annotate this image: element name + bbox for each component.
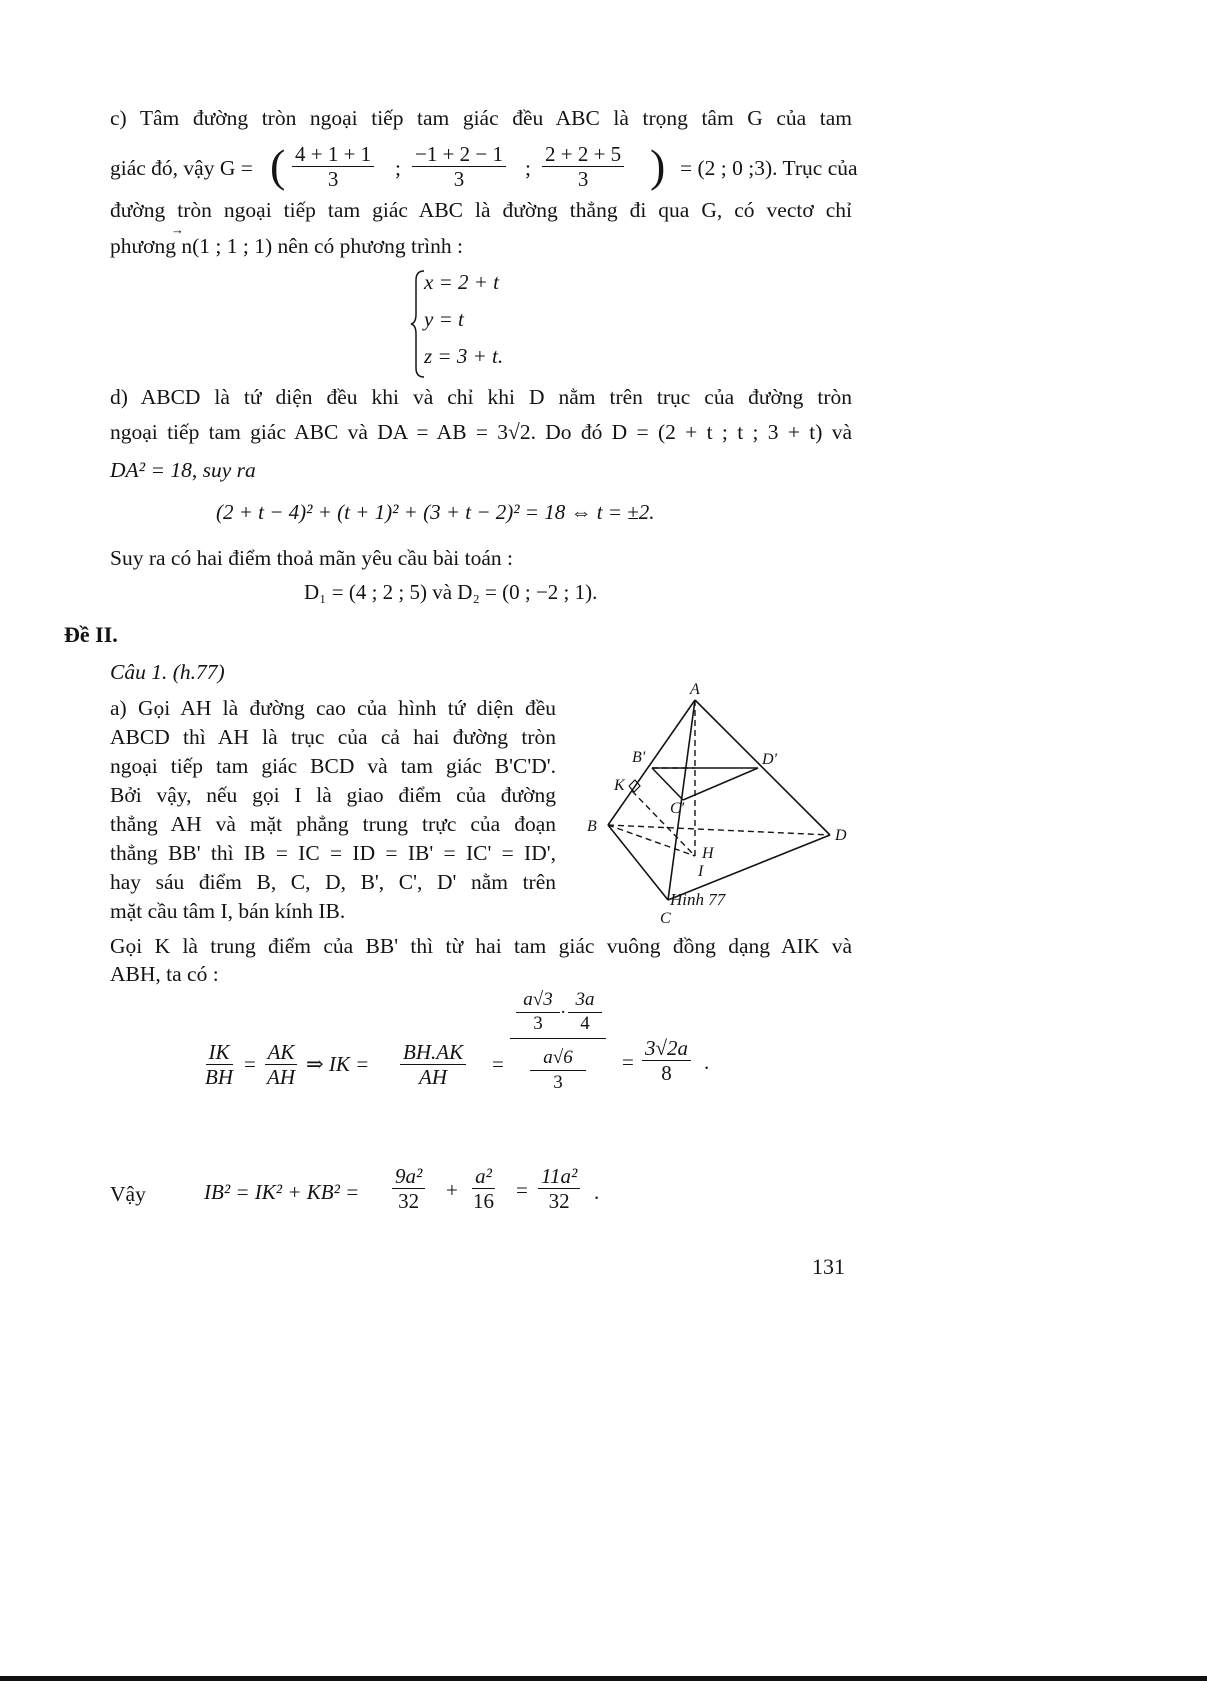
ib-squared-equation: IB² = IK² + KB² = bbox=[204, 1180, 360, 1204]
implies-ik: ⇒ IK = bbox=[306, 1052, 370, 1076]
equals-sign: = bbox=[516, 1178, 528, 1202]
edge-b1c1 bbox=[652, 768, 683, 800]
fraction-denominator: 32 bbox=[398, 1189, 420, 1213]
hidden-edge-bd bbox=[608, 825, 830, 835]
fraction-denominator: 8 bbox=[661, 1061, 672, 1085]
part-c-line-2 bbox=[110, 138, 858, 198]
inner-denominator-a: 3 bbox=[533, 1013, 543, 1034]
label-c: C bbox=[660, 910, 671, 927]
part-d-conclusion: Suy ra có hai điểm thoả mãn yêu cầu bài toán : bbox=[110, 546, 513, 570]
separator: ; bbox=[395, 156, 401, 180]
part-a-line: hay sáu điểm B, C, D, B', C', D' nằm trên bbox=[110, 870, 556, 894]
fraction-denominator: 3 bbox=[577, 167, 589, 191]
param-eq-x: x = 2 + t bbox=[424, 270, 499, 294]
param-eq-z: z = 3 + t. bbox=[424, 344, 504, 368]
fraction-denominator: 3 bbox=[327, 167, 339, 191]
page-number: 131 bbox=[812, 1254, 845, 1279]
k-line-2: ABH, ta có : bbox=[110, 962, 219, 986]
fraction-numerator: 2 + 2 + 5 bbox=[542, 142, 624, 167]
therefore-label: Vậy bbox=[110, 1182, 146, 1206]
part-d-line-1: d) ABCD là tứ diện đều khi và chỉ khi D nằm trên trục của đường tròn bbox=[110, 385, 852, 409]
inner-denominator-bottom: 3 bbox=[553, 1072, 563, 1093]
label-d: D bbox=[835, 827, 847, 844]
fraction-numerator: BH.AK bbox=[400, 1040, 466, 1065]
period: . bbox=[704, 1050, 710, 1074]
fraction-numerator: 3√2a bbox=[642, 1036, 691, 1061]
fraction-denominator: 16 bbox=[473, 1189, 494, 1213]
part-a-line: Bởi vậy, nếu gọi I là giao điểm của đường bbox=[110, 783, 556, 807]
label-k: K bbox=[614, 777, 625, 794]
question-label: Câu 1. (h.77) bbox=[110, 660, 225, 684]
label-b: B bbox=[587, 818, 597, 835]
left-paren: ( bbox=[270, 140, 286, 191]
centroid-fraction-x bbox=[292, 142, 374, 191]
fraction-denominator: AH bbox=[267, 1065, 295, 1089]
main-fraction-bar bbox=[510, 1038, 606, 1039]
plus-sign: + bbox=[446, 1178, 458, 1202]
fraction-numerator: 4 + 1 + 1 bbox=[292, 142, 374, 167]
fraction-denominator: AH bbox=[419, 1065, 448, 1089]
label-c-prime: C' bbox=[670, 800, 685, 817]
label-b-prime: B' bbox=[632, 749, 646, 766]
section-heading: Đề II. bbox=[64, 622, 118, 647]
separator: ; bbox=[525, 156, 531, 180]
param-eq-y: y = t bbox=[424, 307, 464, 331]
equals-sign: = bbox=[244, 1052, 256, 1076]
right-paren: ) bbox=[650, 140, 666, 191]
inner-denominator-b: 4 bbox=[580, 1013, 590, 1034]
part-a-line: ngoại tiếp tam giác BCD và tam giác B'C'D'. bbox=[110, 754, 556, 778]
centroid-result: = (2 ; 0 ;3). Trục của bbox=[680, 156, 858, 180]
compound-fraction bbox=[510, 988, 610, 1108]
vector-arrow-icon: → bbox=[171, 222, 184, 237]
fraction-11a2-32 bbox=[538, 1164, 580, 1213]
part-a-line: a) Gọi AH là đường cao của hình tứ diện đều bbox=[110, 696, 556, 720]
part-a-line: mặt cầu tâm I, bán kính IB. bbox=[110, 899, 346, 923]
part-c-line-1: c) Tâm đường tròn ngoại tiếp tam giác đều ABC là trọng tâm G của tam bbox=[110, 106, 852, 130]
label-d-prime: D' bbox=[762, 751, 777, 768]
multiply-dot: · bbox=[560, 1002, 567, 1023]
inner-denominator-top: a√6 bbox=[530, 1046, 586, 1071]
fraction-denominator: 32 bbox=[548, 1189, 570, 1213]
label-h: H bbox=[702, 845, 714, 862]
fraction-numerator: −1 + 2 − 1 bbox=[412, 142, 506, 167]
fraction-numerator: IK bbox=[206, 1040, 233, 1065]
centroid-fraction-z bbox=[542, 142, 624, 191]
distance-equation: (2 + t − 4)² + (t + 1)² + (3 + t − 2)² = 18 ⇔ t = ±2. bbox=[216, 500, 655, 524]
centroid-label: giác đó, vậy G = bbox=[110, 156, 253, 180]
fraction-denominator: 3 bbox=[453, 167, 465, 191]
part-d-line-2: ngoại tiếp tam giác ABC và DA = AB = 3√2. Do đó D = (2 + t ; t ; 3 + t) và bbox=[110, 420, 852, 444]
fraction-numerator: a² bbox=[472, 1164, 495, 1189]
part-a-line: thẳng BB' thì IB = IC = ID = IB' = IC' = ID', bbox=[110, 841, 556, 865]
edge-c1d1 bbox=[683, 768, 758, 800]
part-a-line: thẳng AH và mặt phẳng trung trực của đoạn bbox=[110, 812, 556, 836]
period: . bbox=[594, 1180, 600, 1204]
label-a: A bbox=[690, 681, 700, 698]
equals-sign: = bbox=[492, 1052, 504, 1076]
fraction-bhak-ah bbox=[400, 1040, 466, 1089]
inner-numerator-b: 3a bbox=[568, 988, 602, 1013]
scan-edge-bar bbox=[0, 1676, 1207, 1681]
solution-points: D₁ = (4 ; 2 ; 5) và D₂ = (0 ; −2 ; 1). bbox=[304, 580, 598, 604]
part-c-line-3: đường tròn ngoại tiếp tam giác ABC là đường thẳng đi qua G, có vectơ chỉ bbox=[110, 198, 852, 222]
inner-numerator-a: a√3 bbox=[516, 988, 560, 1013]
part-a-line: ABCD thì AH là trục của cả hai đường tròn bbox=[110, 725, 556, 749]
fraction-ik-bh bbox=[202, 1040, 236, 1089]
fraction-a2-16 bbox=[470, 1164, 497, 1213]
segment-ki bbox=[632, 791, 695, 856]
fraction-numerator: AK bbox=[265, 1040, 298, 1065]
ik-result bbox=[642, 1036, 691, 1085]
part-d-line-3: DA² = 18, suy ra bbox=[110, 458, 256, 482]
centroid-fraction-y bbox=[412, 142, 506, 191]
label-i: I bbox=[698, 863, 704, 880]
figure-caption: Hình 77 bbox=[670, 890, 726, 909]
fraction-9a2-32 bbox=[392, 1164, 425, 1213]
part-c-line-4: phương n(1 ; 1 ; 1) nên có phương trình : bbox=[110, 234, 463, 258]
fraction-ak-ah bbox=[264, 1040, 298, 1089]
fraction-denominator: BH bbox=[205, 1065, 233, 1089]
k-line-1: Gọi K là trung điểm của BB' thì từ hai tam giác vuông đồng dạng AIK và bbox=[110, 934, 852, 958]
fraction-numerator: 9a² bbox=[392, 1164, 425, 1189]
equals-sign: = bbox=[622, 1050, 634, 1074]
fraction-numerator: 11a² bbox=[538, 1164, 580, 1189]
